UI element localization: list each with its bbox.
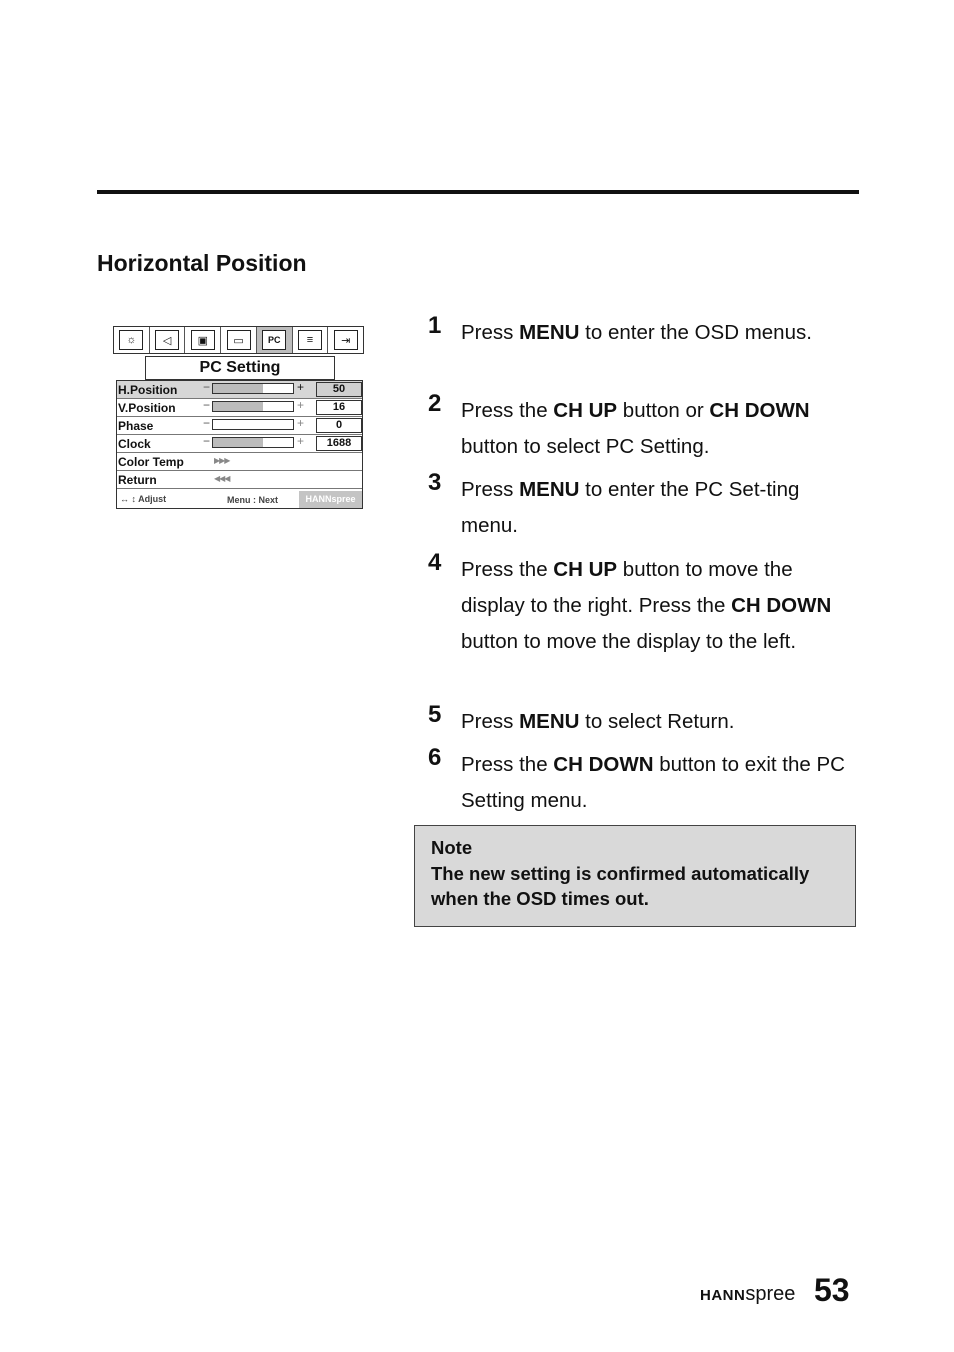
osd-slider[interactable] (212, 437, 294, 448)
osd-row-label: V.Position (118, 401, 176, 415)
minus-icon: − (203, 434, 211, 448)
osd-tab[interactable] (221, 327, 257, 353)
plus-icon: + (297, 380, 305, 394)
picture-icon: ▣ (191, 330, 215, 350)
brand-logo-bold: HANN (700, 1287, 746, 1304)
etc-icon: ≡ (298, 330, 322, 350)
osd-brand-logo: HANNspree (299, 491, 362, 508)
step-text-run: Press (461, 478, 520, 501)
top-rule (97, 190, 859, 194)
step-keyword: MENU (519, 478, 580, 501)
osd-value: 1688 (316, 436, 362, 451)
step-number: 5 (428, 701, 442, 728)
osd-row-label: Return (118, 473, 157, 487)
osd-value: 50 (316, 382, 362, 397)
osd-tab[interactable] (150, 327, 186, 353)
tv-icon: ▭ (227, 330, 251, 350)
exit-icon: ⇥ (334, 330, 358, 350)
minus-icon: − (203, 416, 211, 430)
step-number: 3 (428, 469, 442, 496)
osd-row[interactable] (117, 417, 362, 435)
step-text (461, 552, 856, 660)
note-box (414, 825, 856, 927)
step-text-run: to enter the OSD menus. (579, 321, 812, 344)
step-text-run: to select Return. (579, 710, 735, 733)
plus-icon: + (297, 398, 305, 412)
osd-row-return (117, 471, 362, 489)
osd-tab[interactable] (293, 327, 329, 353)
osd-value: 16 (316, 400, 362, 415)
step-keyword: CH DOWN (709, 399, 810, 422)
brand-logo-light: spree (745, 1283, 796, 1305)
step-text (461, 393, 856, 465)
step-keyword: CH UP (553, 558, 618, 581)
minus-icon: − (203, 380, 211, 394)
return-arrow-icon: ◀◀◀ (214, 474, 230, 483)
osd-row-label: Clock (118, 437, 151, 451)
step-number: 4 (428, 549, 442, 576)
osd-slider[interactable] (212, 383, 294, 394)
note-body: The new setting is confirmed automatically when the OSD times out. (431, 863, 810, 909)
osd-panel (116, 380, 363, 509)
osd-slider-fill (213, 438, 263, 447)
osd-footer (117, 491, 362, 508)
osd-slider[interactable] (212, 401, 294, 412)
step-text-run: button to move the display to the left. (461, 630, 797, 653)
plus-icon: + (297, 416, 305, 430)
step-keyword: MENU (519, 321, 580, 344)
osd-adjust-hint: ↔ ↕ Adjust (120, 494, 167, 504)
osd-row-label: H.Position (118, 383, 178, 397)
osd-slider[interactable] (212, 419, 294, 430)
speaker-icon: ◁ (155, 330, 179, 350)
step-text (461, 747, 856, 819)
osd-tab-bar (113, 326, 364, 354)
step-number: 6 (428, 744, 442, 771)
osd-value: 0 (316, 418, 362, 433)
osd-title: PC Setting (145, 356, 335, 380)
brand-logo (700, 1283, 795, 1306)
osd-next-hint: Menu : Next (227, 495, 279, 505)
submenu-arrow-icon: ▶▶▶ (214, 456, 230, 465)
osd-tab[interactable] (185, 327, 221, 353)
step-text-run: button or (617, 399, 710, 422)
step-text-run: button to exit the PC Setting menu. (461, 753, 845, 812)
step-text-run: Press (461, 710, 520, 733)
step-keyword: CH DOWN (731, 594, 832, 617)
osd-tab[interactable] (257, 327, 293, 353)
minus-icon: − (203, 398, 211, 412)
step-keyword: CH DOWN (553, 753, 654, 776)
step-keyword: CH UP (553, 399, 618, 422)
step-number: 1 (428, 312, 442, 339)
osd-slider-fill (213, 384, 263, 393)
brightness-icon: ☼ (119, 330, 143, 350)
step-text-run: Press (461, 321, 520, 344)
step-keyword: MENU (519, 710, 580, 733)
step-text-run: Press the (461, 399, 554, 422)
step-text-run: button to move the display to the right. Press the (461, 558, 793, 617)
step-text (461, 472, 856, 544)
osd-tab[interactable] (114, 327, 150, 353)
plus-icon: + (297, 434, 305, 448)
note-title: Note (431, 837, 473, 858)
step-text-run: button to select PC Setting. (461, 435, 710, 458)
page-number: 53 (814, 1272, 850, 1308)
osd-row-label: Color Temp (118, 455, 184, 469)
osd-tab[interactable] (328, 327, 363, 353)
osd-row[interactable] (117, 435, 362, 453)
osd-row[interactable] (117, 381, 362, 399)
osd-slider-fill (213, 402, 263, 411)
step-text (461, 704, 856, 740)
pc-icon: PC (262, 330, 286, 350)
step-number: 2 (428, 390, 442, 417)
step-text-run: Press the (461, 753, 554, 776)
step-text-run: to enter the PC Set-ting menu. (461, 478, 800, 537)
step-text (461, 315, 856, 351)
step-text-run: Press the (461, 558, 554, 581)
section-title: Horizontal Position (97, 250, 307, 276)
osd-row-color-temp (117, 453, 362, 471)
osd-row-label: Phase (118, 419, 154, 433)
osd-row[interactable] (117, 399, 362, 417)
